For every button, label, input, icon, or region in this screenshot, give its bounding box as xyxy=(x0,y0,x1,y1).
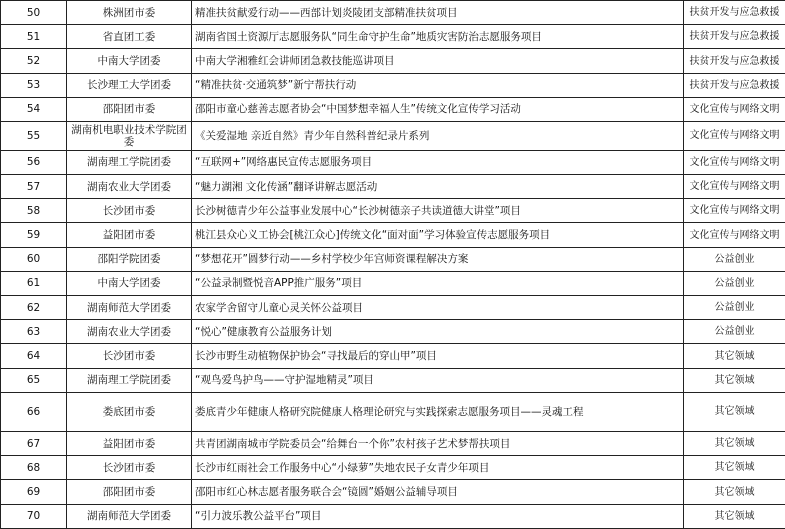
row-unit: 湖南农业大学团委 xyxy=(67,175,192,199)
table-row xyxy=(1,296,785,320)
row-number: 52 xyxy=(1,49,67,73)
row-category: 公益创业 xyxy=(684,271,785,295)
row-category: 其它领域 xyxy=(684,368,785,392)
row-category: 其它领域 xyxy=(684,344,785,368)
row-unit: 长沙团市委 xyxy=(67,456,192,480)
row-number: 70 xyxy=(1,504,67,528)
table-row xyxy=(1,432,785,456)
row-category: 公益创业 xyxy=(684,296,785,320)
row-number: 53 xyxy=(1,73,67,97)
row-category: 文化宣传与网络文明 xyxy=(684,97,785,121)
row-category: 文化宣传与网络文明 xyxy=(684,199,785,223)
row-project: 中南大学湘雅红会讲师团急救技能巡讲项目 xyxy=(192,49,684,73)
row-project: 桃江县众心义工协会[桃江众心]传统文化“面对面”学习体验宣传志愿服务项目 xyxy=(192,223,684,247)
table-row xyxy=(1,247,785,271)
row-category: 文化宣传与网络文明 xyxy=(684,223,785,247)
row-unit: 省直团工委 xyxy=(67,25,192,49)
row-unit: 益阳团市委 xyxy=(67,223,192,247)
row-number: 68 xyxy=(1,456,67,480)
row-category: 其它领域 xyxy=(684,392,785,431)
table-row xyxy=(1,480,785,504)
table-row xyxy=(1,150,785,174)
row-number: 55 xyxy=(1,122,67,151)
row-unit: 湖南师范大学团委 xyxy=(67,296,192,320)
table-row xyxy=(1,368,785,392)
row-unit: 长沙团市委 xyxy=(67,199,192,223)
row-number: 60 xyxy=(1,247,67,271)
row-number: 61 xyxy=(1,271,67,295)
row-project: 邵阳市红心林志愿者服务联合会“镜圆”婚姻公益辅导项目 xyxy=(192,480,684,504)
row-unit: 邵阳团市委 xyxy=(67,480,192,504)
row-unit: 长沙团市委 xyxy=(67,344,192,368)
row-category: 公益创业 xyxy=(684,247,785,271)
table-row xyxy=(1,271,785,295)
row-number: 63 xyxy=(1,320,67,344)
table-body xyxy=(1,1,785,529)
row-category: 扶贫开发与应急救援 xyxy=(684,73,785,97)
row-number: 57 xyxy=(1,175,67,199)
row-unit: 邵阳团市委 xyxy=(67,97,192,121)
row-project: 长沙市红雨社会工作服务中心“小绿萝”失地农民子女青少年项目 xyxy=(192,456,684,480)
row-project: 娄底青少年健康人格研究院健康人格理论研究与实践探索志愿服务项目——灵魂工程 xyxy=(192,392,684,431)
row-unit: 长沙理工大学团委 xyxy=(67,73,192,97)
table-row xyxy=(1,25,785,49)
row-number: 67 xyxy=(1,432,67,456)
row-unit: 湖南师范大学团委 xyxy=(67,504,192,528)
row-category: 扶贫开发与应急救援 xyxy=(684,25,785,49)
row-project: 湖南省国土资源厅志愿服务队“同生命守护生命”地质灾害防治志愿服务项目 xyxy=(192,25,684,49)
row-number: 64 xyxy=(1,344,67,368)
row-number: 58 xyxy=(1,199,67,223)
row-category: 文化宣传与网络文明 xyxy=(684,150,785,174)
row-category: 其它领域 xyxy=(684,504,785,528)
row-project: “引力波乐教公益平台”项目 xyxy=(192,504,684,528)
row-category: 扶贫开发与应急救援 xyxy=(684,1,785,25)
table-row xyxy=(1,49,785,73)
row-category: 公益创业 xyxy=(684,320,785,344)
table-row xyxy=(1,73,785,97)
row-unit: 中南大学团委 xyxy=(67,49,192,73)
row-number: 51 xyxy=(1,25,67,49)
table-row xyxy=(1,199,785,223)
row-project: 长沙市野生动植物保护协会“寻找最后的穿山甲”项目 xyxy=(192,344,684,368)
row-project: 精准扶贫献爱行动——西部计划炎陵团支部精准扶贫项目 xyxy=(192,1,684,25)
row-number: 66 xyxy=(1,392,67,431)
row-project: 《关爱湿地 亲近自然》青少年自然科普纪录片系列 xyxy=(192,122,684,151)
table-row xyxy=(1,392,785,431)
row-category: 其它领域 xyxy=(684,480,785,504)
table-row xyxy=(1,456,785,480)
row-category: 文化宣传与网络文明 xyxy=(684,122,785,151)
row-project: “观鸟爱鸟护鸟——守护湿地精灵”项目 xyxy=(192,368,684,392)
row-unit: 湖南农业大学团委 xyxy=(67,320,192,344)
row-number: 56 xyxy=(1,150,67,174)
row-project: “悦心”健康教育公益服务计划 xyxy=(192,320,684,344)
row-number: 69 xyxy=(1,480,67,504)
table-row xyxy=(1,504,785,528)
row-project: 共青团湖南城市学院委员会“给舞台一个你”农村孩子艺术梦帮扶项目 xyxy=(192,432,684,456)
row-number: 65 xyxy=(1,368,67,392)
row-project: “公益录制暨悦音APP推广服务”项目 xyxy=(192,271,684,295)
table-row xyxy=(1,175,785,199)
row-number: 62 xyxy=(1,296,67,320)
table-row xyxy=(1,1,785,25)
row-unit: 株洲团市委 xyxy=(67,1,192,25)
row-unit: 湖南理工学院团委 xyxy=(67,150,192,174)
row-unit: 湖南理工学院团委 xyxy=(67,368,192,392)
table-row xyxy=(1,97,785,121)
row-category: 其它领域 xyxy=(684,432,785,456)
row-project: 长沙树德青少年公益事业发展中心“长沙树德亲子共读道德大讲堂”项目 xyxy=(192,199,684,223)
row-unit: 中南大学团委 xyxy=(67,271,192,295)
row-number: 59 xyxy=(1,223,67,247)
table-row xyxy=(1,223,785,247)
row-number: 54 xyxy=(1,97,67,121)
table-row xyxy=(1,344,785,368)
row-project: “互联网+”网络惠民宣传志愿服务项目 xyxy=(192,150,684,174)
row-project: “精准扶贫·交通筑梦”新宁帮扶行动 xyxy=(192,73,684,97)
row-unit: 邵阳学院团委 xyxy=(67,247,192,271)
row-category: 文化宣传与网络文明 xyxy=(684,175,785,199)
row-unit: 湖南机电职业技术学院团委 xyxy=(67,122,192,151)
row-number: 50 xyxy=(1,1,67,25)
row-category: 扶贫开发与应急救援 xyxy=(684,49,785,73)
table-row xyxy=(1,122,785,151)
table-row xyxy=(1,320,785,344)
row-unit: 娄底团市委 xyxy=(67,392,192,431)
row-project: 农家学舍留守儿童心灵关怀公益项目 xyxy=(192,296,684,320)
row-category: 其它领域 xyxy=(684,456,785,480)
row-project: “魅力湖湘 文化传涵”翻译讲解志愿活动 xyxy=(192,175,684,199)
row-unit: 益阳团市委 xyxy=(67,432,192,456)
row-project: “梦想花开”圆梦行动——乡村学校少年宫师资课程解决方案 xyxy=(192,247,684,271)
row-project: 邵阳市童心慈善志愿者协会“中国梦想幸福人生”传统文化宣传学习活动 xyxy=(192,97,684,121)
